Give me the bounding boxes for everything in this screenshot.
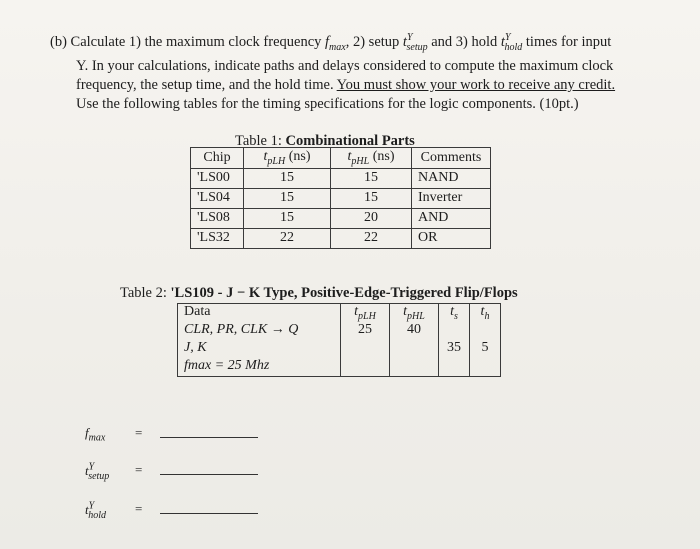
table2-cell: 35 — [439, 340, 470, 358]
table2-header-ts: $t_s$ — [439, 304, 470, 323]
table2-cell: fmax = 25 Mhz — [178, 358, 341, 377]
table2-cell: J, K — [178, 340, 341, 358]
table-row — [178, 340, 501, 358]
table-row — [191, 228, 491, 248]
table2-cell: 5 — [470, 340, 501, 358]
table2-header-th: $t_h$ — [470, 304, 501, 323]
table2-cell — [341, 358, 390, 377]
table2-cell: 40 — [390, 322, 439, 340]
problem-text-2: , 2) setup — [345, 33, 403, 50]
problem-text-1: Calculate 1) the maximum clock frequency — [70, 33, 326, 50]
table1-cell: 15 — [331, 168, 412, 188]
answer-equals: = — [135, 501, 143, 516]
problem-line-1 — [50, 28, 665, 57]
table2-title-bold: 'LS109 - J − K Type, Positive-Edge-Triggered Flip/Flops — [170, 285, 518, 301]
table1-cell: 'LS00 — [191, 168, 244, 188]
table1-cell: NAND — [412, 168, 491, 188]
table1-cell: 'LS08 — [191, 208, 244, 228]
answer-fmax-blank[interactable] — [160, 437, 258, 438]
thold-symbol: $t^Y_{hold}$ — [500, 32, 523, 53]
table1-title-bold: Combinational Parts — [285, 133, 415, 149]
table2-header-tplh: $t_{pLH}$ — [341, 304, 390, 323]
table1-cell: 15 — [244, 188, 331, 208]
table1-cell: Inverter — [412, 188, 491, 208]
answer-thold — [85, 501, 143, 521]
problem-line-2: Y. In your calculations, indicate paths and delays considered to compute the maximum clock — [76, 57, 614, 74]
table1-cell: 15 — [331, 188, 412, 208]
fmax-symbol: $f_{max}$ — [325, 33, 346, 53]
table1-cell: 22 — [244, 228, 331, 248]
answer-fmax-label: $f_{max}$ — [85, 425, 106, 444]
table1-cell: 22 — [331, 228, 412, 248]
table2-cell: CLR, PR, CLK → Q — [178, 322, 341, 340]
table-row — [191, 208, 491, 228]
problem-line-4: Use the following tables for the timing specifications for the logic components. (10pt.) — [76, 95, 579, 112]
answer-tsetup-label: $t^Y_{setup}$ — [85, 462, 110, 482]
problem-line-3 — [50, 76, 665, 95]
answer-thold-label: $t^Y_{hold}$ — [85, 501, 106, 521]
table1-cell: 20 — [331, 208, 412, 228]
table1-cell: AND — [412, 208, 491, 228]
table2-header-row — [178, 304, 501, 323]
table1-cell: 'LS04 — [191, 188, 244, 208]
table-row — [191, 168, 491, 188]
problem-statement — [50, 28, 665, 114]
answer-fmax — [85, 425, 143, 444]
table2-cell — [439, 322, 470, 340]
table2-title-lead: Table 2: — [120, 285, 167, 301]
answer-equals: = — [135, 425, 143, 440]
table2-header-data: Data — [178, 304, 341, 323]
table1-header-chip: Chip — [191, 148, 244, 169]
problem-text-4: times for input — [522, 33, 612, 50]
table-row — [178, 358, 501, 377]
table2-cell — [439, 358, 470, 377]
problem-label: (b) — [50, 33, 67, 50]
answer-tsetup-blank[interactable] — [160, 474, 258, 475]
answer-thold-blank[interactable] — [160, 513, 258, 514]
table2-cell — [341, 340, 390, 358]
table1-header-row — [191, 148, 491, 169]
table1-header-tphl: $t_{pHL}$ (ns) — [331, 148, 412, 169]
table2-cell — [470, 358, 501, 377]
problem-text-3: and 3) hold — [427, 33, 501, 50]
table1-cell: OR — [412, 228, 491, 248]
table2-cell — [390, 340, 439, 358]
table-row — [191, 188, 491, 208]
table2-title — [120, 285, 518, 302]
table-row — [178, 322, 501, 340]
combinational-parts-table — [190, 147, 491, 249]
table2-header-tphl: $t_{pHL}$ — [390, 304, 439, 323]
table2-cell: 25 — [341, 322, 390, 340]
answer-equals: = — [135, 462, 143, 477]
flipflop-timing-table — [177, 303, 501, 377]
table1-cell: 'LS32 — [191, 228, 244, 248]
table1-header-comments: Comments — [412, 148, 491, 169]
table1-cell: 15 — [244, 208, 331, 228]
table1-header-tplh: $t_{pLH}$ (ns) — [244, 148, 331, 169]
table1-title-lead: Table 1: — [235, 133, 282, 149]
problem-line-3-underlined: You must show your work to receive any credit. — [336, 76, 616, 93]
problem-line-3-pre: frequency, the setup time, and the hold time. — [76, 76, 337, 93]
tsetup-symbol: $t^Y_{setup}$ — [402, 32, 428, 53]
answer-tsetup — [85, 462, 143, 482]
table2-cell — [390, 358, 439, 377]
table1-cell: 15 — [244, 168, 331, 188]
table2-cell — [470, 322, 501, 340]
